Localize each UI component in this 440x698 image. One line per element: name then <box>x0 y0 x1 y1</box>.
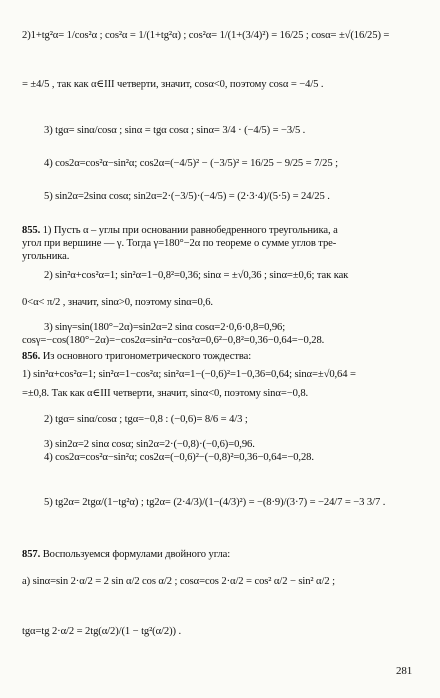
page-number: 281 <box>396 665 413 677</box>
problem-heading-856: 856. Из основного тригонометрического тождества: <box>22 351 252 362</box>
solution-line: 2) sin²α+cos²α=1; sin²α=1−0,8²=0,36; sinα = ±√0,36 ; sinα=±0,6; так как <box>44 270 349 281</box>
solution-line: 3) sin2α=2 sinα cosα; sin2α=2·(−0,8)·(−0,6)=0,96. <box>44 439 255 450</box>
solution-line: cosγ=−cos(180°−2α)=−cos2α=sin²α−cos²α=0,6²−0,8²=0,36−0,64=−0,28. <box>22 335 325 346</box>
solution-line: 2)1+tg²α= 1/cos²α ; cos²α = 1/(1+tg²α) ; cos²α= 1/(1+(3/4)²) = 16/25 ; cosα= ±√(16/25) = <box>22 30 390 41</box>
problem-heading-857: 857. Воспользуемся формулами двойного угла: <box>22 549 231 560</box>
problem-heading-855: 855. 1) Пусть α – углы при основании равнобедренного треугольника, а <box>22 225 338 236</box>
solution-line: 2) tgα= sinα/cosα ; tgα=−0,8 : (−0,6)= 8/6 = 4/3 ; <box>44 414 248 425</box>
solution-line: 3) sinγ=sin(180°−2α)=sin2α=2 sinα cosα=2·0,6·0,8=0,96; <box>44 322 286 333</box>
solution-line: 5) sin2α=2sinα cosα; sin2α=2·(−3/5)·(−4/5) = (2·3·4)/(5·5) = 24/25 . <box>44 191 330 202</box>
solution-line: 0<α< π/2 , значит, sinα>0, поэтому sinα=0,6. <box>22 297 213 308</box>
solution-line: угольника. <box>22 251 70 262</box>
solution-line: угол при вершине — γ. Тогда γ=180°−2α по теореме о сумме углов тре- <box>22 238 337 249</box>
solution-line: tgα=tg 2·α/2 = 2tg(α/2)/(1 − tg²(α/2)) . <box>22 626 182 637</box>
solution-line: = ±4/5 , так как α∈III четверти, значит, cosα<0, поэтому cosα = −4/5 . <box>22 79 324 90</box>
solution-line: 1) sin²α+cos²α=1; sin²α=1−cos²α; sin²α=1−(−0,6)²=1−0,36=0,64; sinα=±√0,64 = <box>22 369 356 380</box>
solution-line: 4) cos2α=cos²α−sin²α; cos2α=(−0,6)²−(−0,8)²=0,36−0,64=−0,28. <box>44 452 314 463</box>
solution-line: а) sinα=sin 2·α/2 = 2 sin α/2 cos α/2 ; cosα=cos 2·α/2 = cos² α/2 − sin² α/2 ; <box>22 576 335 587</box>
solution-line: =±0,8. Так как α∈III четверти, значит, sinα<0, поэтому sinα=−0,8. <box>22 388 309 399</box>
solution-line: 5) tg2α= 2tgα/(1−tg²α) ; tg2α= (2·4/3)/(1−(4/3)²) = −(8·9)/(3·7) = −24/7 = −3 3/7 . <box>44 497 386 508</box>
solution-line: 4) cos2α=cos²α−sin²α; cos2α=(−4/5)² − (−3/5)² = 16/25 − 9/25 = 7/25 ; <box>44 158 338 169</box>
solution-line: 3) tgα= sinα/cosα ; sinα = tgα cosα ; sinα= 3/4 · (−4/5) = −3/5 . <box>44 125 306 136</box>
